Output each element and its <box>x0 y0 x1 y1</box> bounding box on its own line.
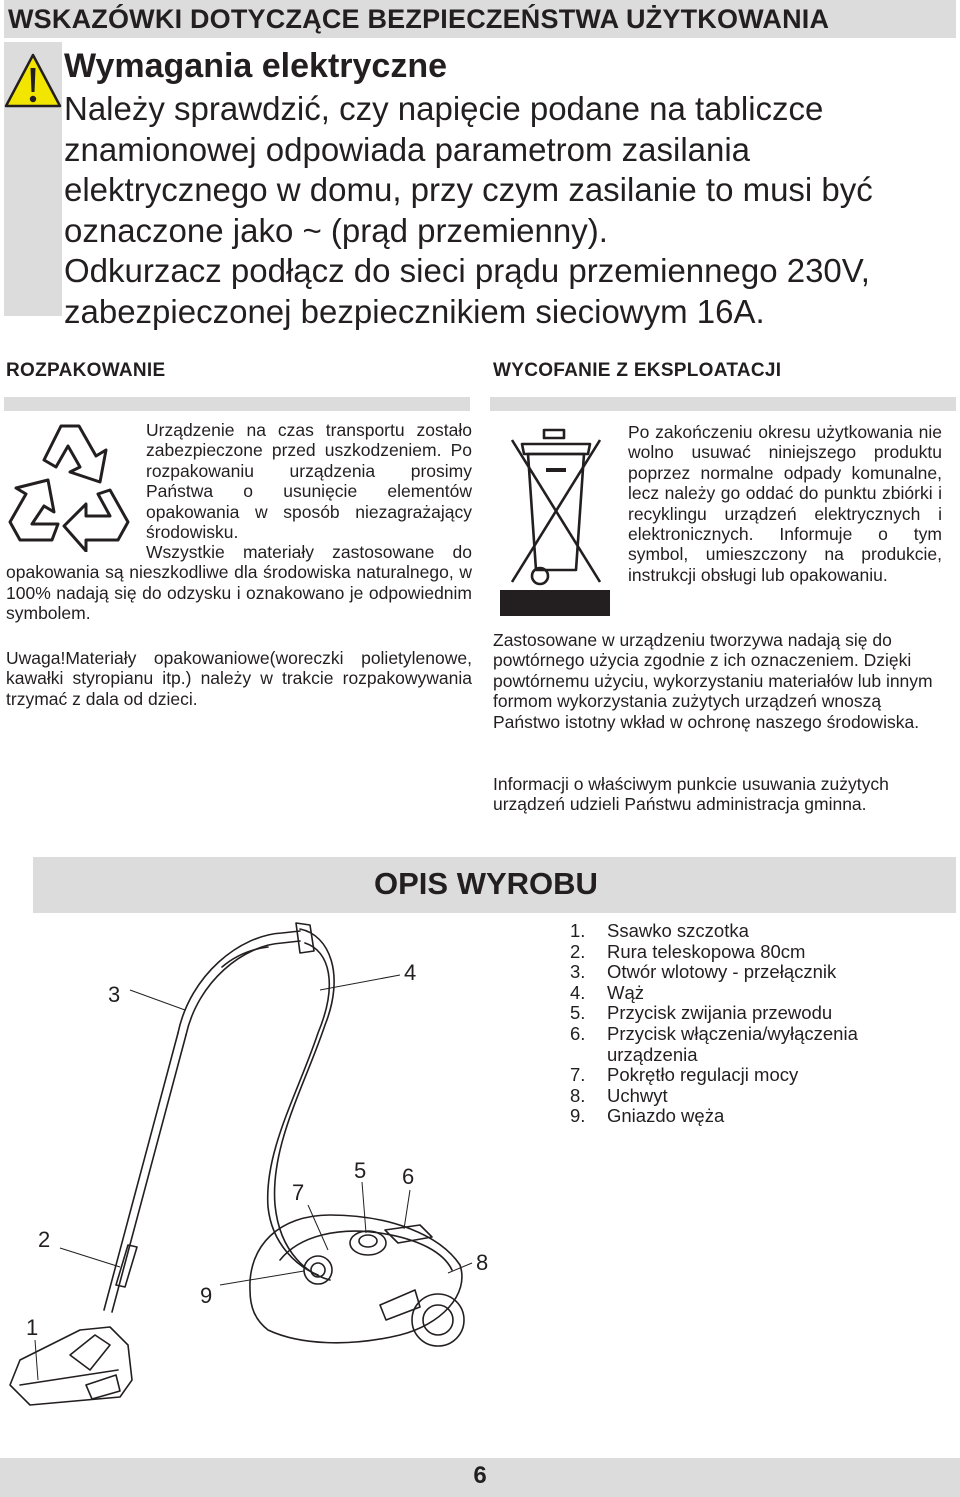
callout-number: 3 <box>108 982 121 1007</box>
unpacking-divider <box>4 397 470 411</box>
unpacking-text-1: Urządzenie na czas transportu zostało zabezpieczone przed uszkodzeniem. Po rozpakowaniu urządzenia prosimy Państwa o usunięcie elementów opakowania w sposób niezagrażający środowisku. <box>146 420 472 543</box>
unpacking-warning: Uwaga!Materiały opakowaniowe(woreczki polietylenowe, kawałki styropianu itp.) należy w trakcie rozpakowywania trzymać z dala od dzieci. <box>6 648 472 709</box>
part-label: Ssawko szczotka <box>607 920 749 941</box>
part-number: 6. <box>570 1022 586 1044</box>
part-number: 2. <box>570 940 586 962</box>
requirements-paragraph: Odkurzacz podłącz do sieci prądu przemiennego 230V, zabezpieczonej bezpiecznikiem sieciowym 16A. <box>64 252 870 330</box>
unpacking-text-2: Wszystkie materiały zastosowane do opakowania są nieszkodliwe dla środowiska naturalnego, w 100% nadają się do odzysku i oznakowano je odpowiednim symbolem. <box>6 542 472 624</box>
callout-number: 1 <box>26 1315 39 1340</box>
callout-number: 4 <box>404 960 417 985</box>
part-number: 9. <box>570 1105 586 1127</box>
list-item <box>570 1106 950 1127</box>
part-number: 7. <box>570 1064 586 1086</box>
part-label: Rura teleskopowa 80cm <box>607 940 806 962</box>
disposal-text-2: Zastosowane w urządzeniu tworzywa nadają się do powtórnego użycia zgodnie z ich oznaczeniem. Dzięki powtórnemu użyciu, wykorzystaniu materiałów lub innym formom wykorzystania zużytych urządzeń wnoszą Państwo istotny wkład w ochronę naszego środowiska. <box>493 630 933 732</box>
list-item <box>570 1086 950 1107</box>
list-item <box>570 1065 950 1086</box>
list-item <box>570 1003 950 1024</box>
vacuum-cleaner-illustration <box>0 915 560 1450</box>
callout-number: 6 <box>402 1164 415 1189</box>
part-label: Otwór wlotowy - przełącznik <box>607 961 837 983</box>
callout-number: 5 <box>354 1158 367 1183</box>
page-title: WSKAZÓWKI DOTYCZĄCE BEZPIECZEŃSTWA UŻYTKOWANIA <box>8 4 830 34</box>
list-item <box>570 962 950 983</box>
list-item <box>570 1024 950 1065</box>
part-label: Wąż <box>607 981 644 1003</box>
list-item <box>570 983 950 1004</box>
parts-list <box>570 921 950 1127</box>
recycle-icon <box>6 418 134 552</box>
unpacking-title: ROZPAKOWANIE <box>6 360 166 381</box>
part-number: 3. <box>570 961 586 983</box>
part-number: 1. <box>570 920 586 941</box>
crossed-out-bin-icon <box>500 420 612 616</box>
product-title: OPIS WYROBU <box>374 866 598 901</box>
list-item <box>570 921 950 942</box>
part-label: Przycisk włączenia/wyłączenia urządzenia <box>607 1022 858 1065</box>
disposal-title: WYCOFANIE Z EKSPLOATACJI <box>493 360 782 381</box>
warning-triangle-icon <box>4 52 62 110</box>
requirements-title: Wymagania elektryczne <box>64 47 447 85</box>
requirements-text <box>64 89 956 332</box>
part-label: Przycisk zwijania przewodu <box>607 1002 833 1024</box>
disposal-text-1: Po zakończeniu okresu użytkowania nie wolno usuwać niniejszego produktu poprzez normalne odpady komunalne, lecz należy go oddać do punktu zbiórki i recyklingu urządzeń elektrycznych i elektronicznych. Informuje o tym symbol, umieszczony na produkcie, instrukcji obsługi lub opakowaniu. <box>628 422 942 585</box>
disposal-divider <box>490 397 956 411</box>
part-label: Gniazdo węża <box>607 1105 725 1127</box>
disposal-text-3: Informacji o właściwym punkcie usuwania zużytych urządzeń udzieli Państwu administracja gminna. <box>493 774 889 815</box>
part-number: 4. <box>570 981 586 1003</box>
callout-number: 9 <box>200 1283 213 1308</box>
requirements-paragraph: Należy sprawdzić, czy napięcie podane na tabliczce znamionowej odpowiada parametrom zasilania elektrycznego w domu, przy czym zasilanie to musi być oznaczone jako ~ (prąd przemienny). <box>64 90 873 249</box>
part-label: Uchwyt <box>607 1084 668 1106</box>
part-number: 5. <box>570 1002 586 1024</box>
callout-number: 7 <box>292 1180 305 1205</box>
list-item <box>570 942 950 963</box>
callout-number: 8 <box>476 1250 489 1275</box>
page-number: 6 <box>473 1462 487 1489</box>
callout-number: 2 <box>38 1227 51 1252</box>
part-label: Pokrętło regulacji mocy <box>607 1064 799 1086</box>
part-number: 8. <box>570 1084 586 1106</box>
